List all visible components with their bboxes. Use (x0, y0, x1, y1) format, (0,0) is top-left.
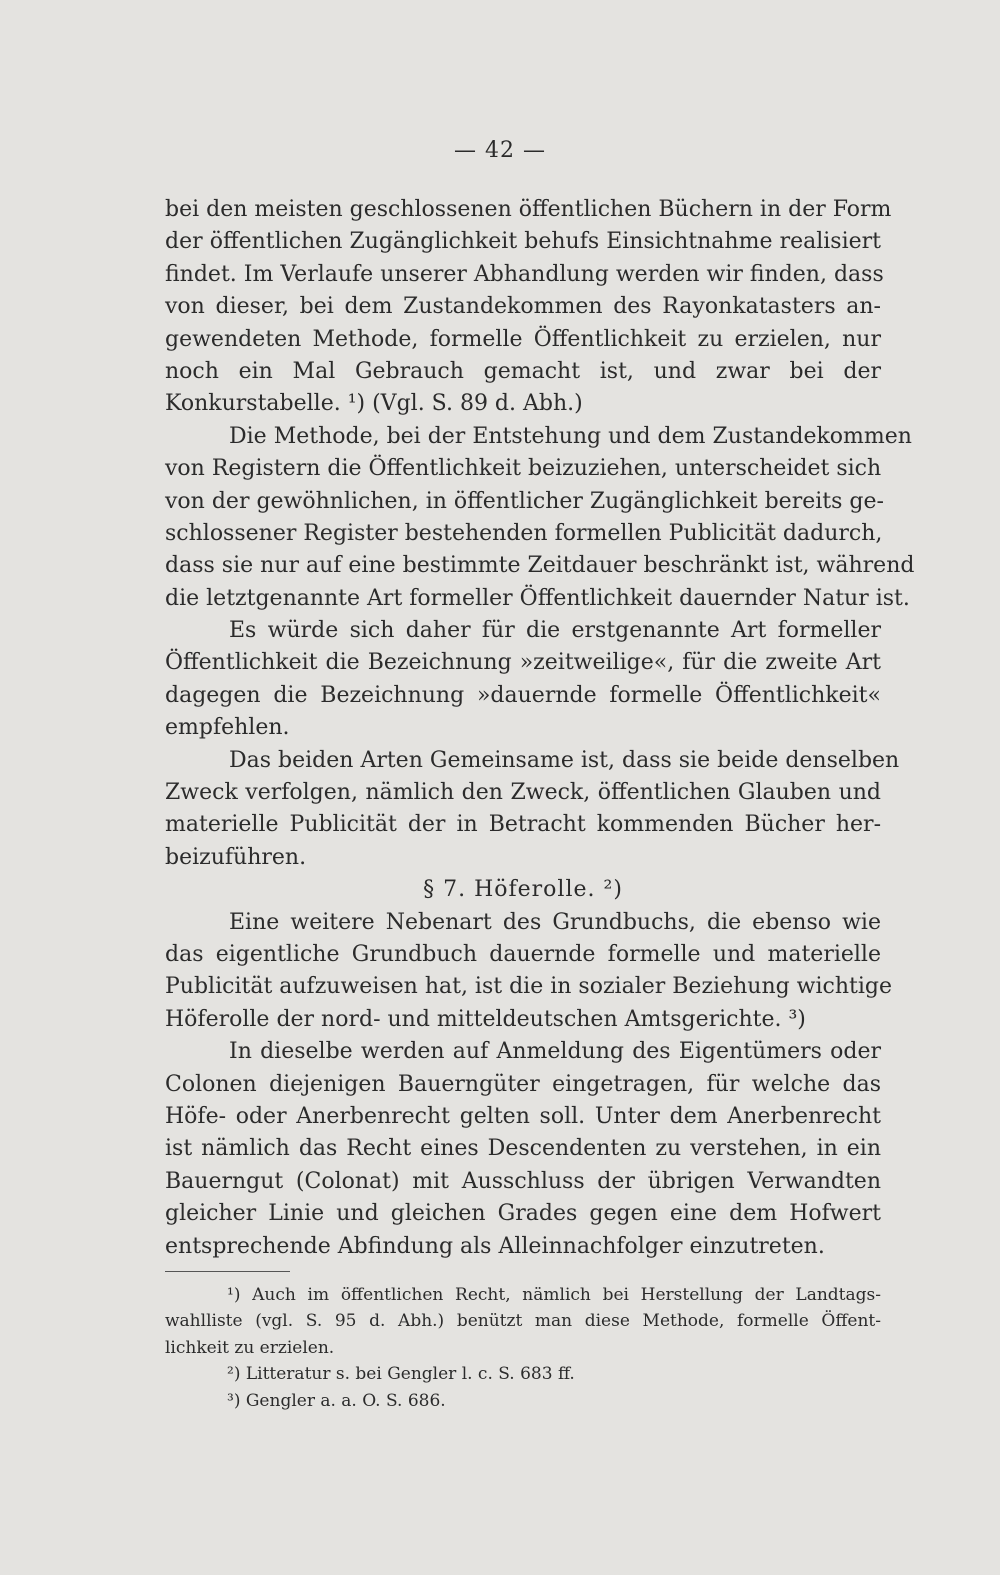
footnote-line: ¹) Auch im öffentlichen Recht, nämlich bei Herstellung der Landtags- (227, 1284, 881, 1305)
text-line: von Registern die Öffentlichkeit beizuziehen, unterscheidet sich (165, 456, 882, 482)
text-line: Konkurstabelle. ¹) (Vgl. S. 89 d. Abh.) (165, 391, 583, 417)
text-line: von dieser, bei dem Zustandekommen des Rayonkatasters an- (165, 294, 881, 320)
text-line: der öffentlichen Zugänglichkeit behufs Einsichtnahme realisiert (165, 229, 881, 255)
text-line: schlossener Register bestehenden formellen Publicität dadurch, (165, 520, 883, 546)
text-line: beizuführen. (165, 844, 307, 870)
text-line: entsprechende Abfindung als Alleinnachfolger einzutreten. (165, 1233, 825, 1259)
text-line: dass sie nur auf eine bestimmte Zeitdauer beschränkt ist, während (165, 553, 915, 579)
text-line: Zweck verfolgen, nämlich den Zweck, öffentlichen Glauben und (165, 780, 881, 806)
text-line: Eine weitere Nebenart des Grundbuchs, die ebenso wie (229, 909, 881, 935)
page-number: — 42 — (454, 138, 546, 163)
text-line: Das beiden Arten Gemeinsame ist, dass sie beide denselben (229, 747, 900, 773)
text-line: Es würde sich daher für die erstgenannte Art formeller (229, 618, 881, 644)
text-line: Colonen diejenigen Bauerngüter eingetragen, für welche das (165, 1071, 881, 1097)
text-line: In dieselbe werden auf Anmeldung des Eigentümers oder (229, 1039, 881, 1065)
footnote-separator (165, 1271, 290, 1272)
text-line: noch ein Mal Gebrauch gemacht ist, und zwar bei der (165, 358, 881, 384)
text-line: dagegen die Bezeichnung »dauernde formelle Öffentlichkeit« (165, 682, 881, 708)
text-line: die letztgenannte Art formeller Öffentlichkeit dauernder Natur ist. (165, 585, 910, 611)
footnote-line: ²) Litteratur s. bei Gengler l. c. S. 683 ff. (227, 1364, 575, 1385)
text-line: ist nämlich das Recht eines Descendenten zu verstehen, in ein (165, 1136, 881, 1162)
footnote-line: ³) Gengler a. a. O. S. 686. (227, 1390, 446, 1411)
main-text (165, 194, 915, 1263)
text-line: Bauerngut (Colonat) mit Ausschluss der übrigen Verwandten (165, 1168, 881, 1194)
text-line: findet. Im Verlaufe unserer Abhandlung werden wir finden, dass (165, 261, 884, 287)
text-line: Publicität aufzuweisen hat, ist die in sozialer Beziehung wichtige (165, 974, 893, 1000)
text-line: empfehlen. (165, 715, 290, 741)
text-line: bei den meisten geschlossenen öffentlichen Büchern in der Form (165, 197, 892, 222)
text-line: Höfe- oder Anerbenrecht gelten soll. Unter dem Anerbenrecht (165, 1103, 881, 1129)
text-line: Öffentlichkeit die Bezeichnung »zeitweilige«, für die zweite Art (165, 650, 881, 676)
text-line: materielle Publicität der in Betracht kommenden Bücher her- (165, 812, 881, 838)
body-text (165, 194, 915, 1414)
text-line: Die Methode, bei der Entstehung und dem Zustandekommen (229, 423, 912, 449)
text-line: das eigentliche Grundbuch dauernde formelle und materielle (165, 941, 881, 967)
section-heading: § 7. Höferolle. ²) (423, 877, 623, 903)
text-line: gewendeten Methode, formelle Öffentlichkeit zu erzielen, nur (165, 326, 881, 352)
footnote-line: wahlliste (vgl. S. 95 d. Abh.) benützt man diese Methode, formelle Öffent- (165, 1311, 881, 1332)
text-line: gleicher Linie und gleichen Grades gegen eine dem Hofwert (165, 1201, 881, 1227)
text-line: von der gewöhnlichen, in öffentlicher Zugänglichkeit bereits ge- (165, 488, 884, 514)
footnotes (165, 1282, 881, 1415)
footnote-line: lichkeit zu erzielen. (165, 1337, 335, 1358)
text-line: Höferolle der nord- und mitteldeutschen Amtsgerichte. ³) (165, 1006, 806, 1032)
